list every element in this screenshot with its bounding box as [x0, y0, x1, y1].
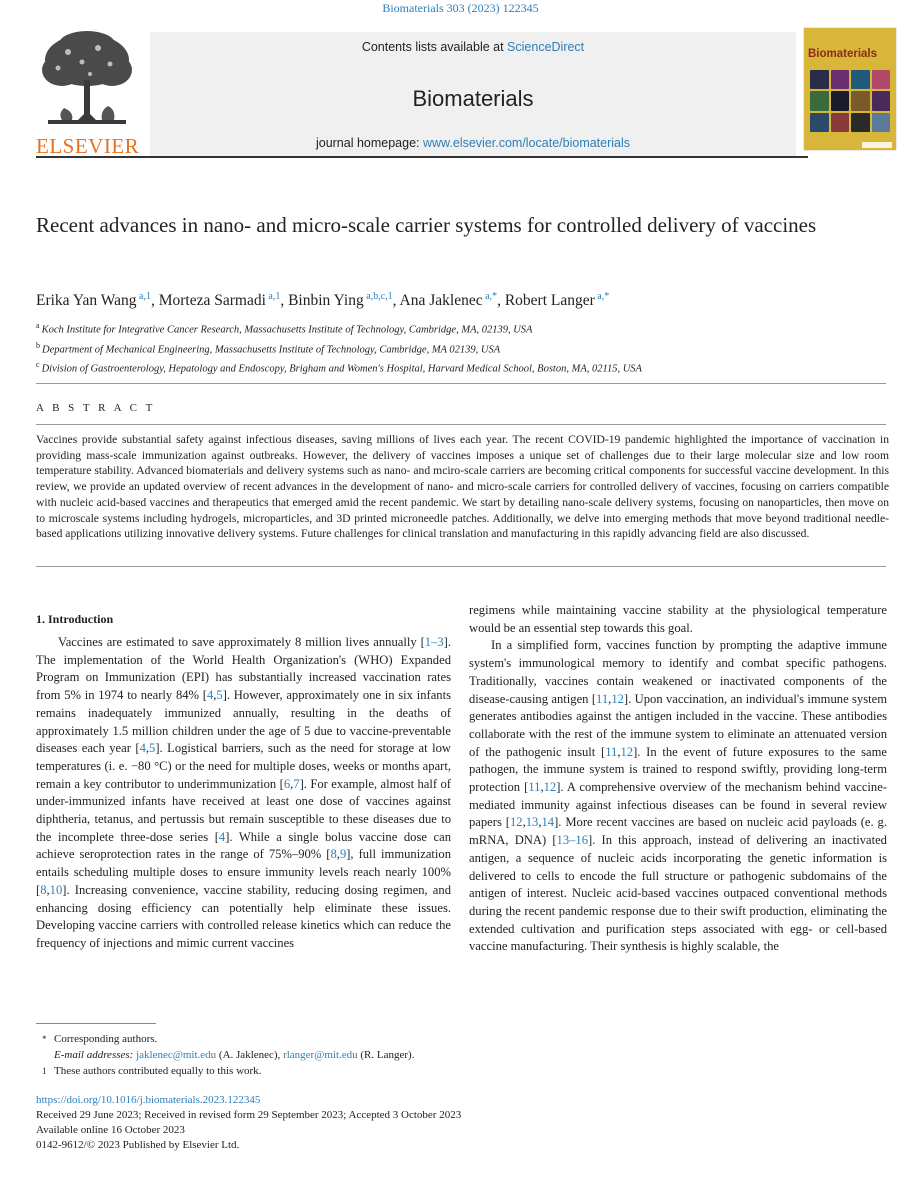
cover-image-mosaic [810, 70, 890, 132]
citation-link[interactable]: 4 [218, 829, 226, 844]
email-owner-jaklenec: (A. Jaklenec), [216, 1049, 284, 1061]
body-text: ]. For example, almost half of under-immunized infants have received at least one dose of vaccines against diphtheria, tetanus, and pertussis but remain susceptible to these diseases due to the incomplete three-dose series [ [36, 776, 451, 844]
body-text: ], full immunization entails scheduling multiple doses to ensure immunity levels reach nearly 100% [ [36, 847, 451, 897]
journal-homepage-link[interactable]: www.elsevier.com/locate/biomaterials [423, 136, 631, 150]
citation-link[interactable]: 13–16 [556, 833, 589, 848]
abstract-top-divider [36, 383, 886, 384]
affiliation-item [36, 318, 896, 338]
affiliation-letter: b [36, 340, 40, 350]
citation-link[interactable]: 11 [605, 744, 618, 759]
citation-link[interactable]: 4 [206, 688, 214, 703]
received-dates: Received 29 June 2023; Received in revised form 29 September 2023; Accepted 3 October 2023 [36, 1109, 462, 1121]
homepage-prefix: journal homepage: [315, 136, 423, 150]
elsevier-tree-icon [38, 30, 136, 126]
citation-link[interactable]: 5 [149, 741, 156, 756]
abstract-text: Vaccines provide substantial safety against infectious diseases, saving millions of lives each year. The recent COVID-19 pandemic highlighted the importance of vaccination in providing mass-scale immunization against outbreaks. However, the delivery of vaccines imposes a unique set of challenges due to their large molecular size and low room temperature stability. Advanced biomaterials and delivery systems such as nano- and mciro-scale carriers are becoming critical components for successful vaccine development. In this review, we provide an updated overview of recent advances in the development of nano- and micro-scale carriers for controlled delivery of vaccines, focusing on carriers compatible with nucleic acid-based vaccines and therapeutics that emerged amid the recent pandemic. We start by detailing nano-scale delivery systems, focusing on nanoparticles, then move on to microscale systems including hydrogels, microparticles, and 3D printed microneedle patches. Additionally, we delve into emerging methods that move beyond traditional needle-based applications utilizing innovative delivery systems. Future challenges for clinical translation and manufacturing in this rapidly advancing field are also discussed. [36, 433, 889, 541]
corresponding-author-note [36, 1031, 896, 1047]
author-name[interactable]: Robert Langer [504, 292, 595, 310]
introduction-paragraph [36, 634, 451, 953]
article-title: Recent advances in nano- and micro-scale carrier systems for controlled delivery of vaccines [36, 213, 817, 237]
abstract-heading-divider [36, 424, 886, 425]
online-date: Available online 16 October 2023 [36, 1124, 185, 1136]
cover-footer-label [862, 142, 892, 148]
elsevier-wordmark: ELSEVIER [36, 134, 140, 158]
body-text: , [617, 744, 621, 759]
body-text: , [213, 688, 217, 703]
masthead-divider [36, 156, 808, 158]
affiliation-text: Division of Gastroenterology, Hepatology and Endoscopy, Brigham and Women's Hospital, Harvard Medical School, Boston, MA, 02115, USA [41, 363, 642, 375]
body-text: ]. A comprehensive overview of the mechanism behind vaccine-mediated immunity against infectious diseases can be found in several review papers [ [469, 780, 888, 830]
author-name[interactable]: Morteza Sarmadi [158, 292, 266, 310]
footnote-mark: 1 [42, 1066, 47, 1076]
footnote-divider [36, 1023, 156, 1024]
body-text: , [336, 847, 340, 862]
body-text: ]. Upon vaccination, an individual's immune system generates antibodies against the antigen included in the vaccine. These antibodies collaborate with the rest of the immune system to eliminate an attenuated version of the pathogenic insult [ [469, 691, 888, 759]
email-owner-langer: (R. Langer). [357, 1049, 415, 1061]
author-name[interactable]: Erika Yan Wang [36, 292, 137, 310]
body-text: ]. While a single bolus vaccine dose can achieve seroprotection rates in the range of 75%–90% [ [36, 829, 451, 862]
body-text: , [608, 691, 612, 706]
body-text: ]. Logistical barriers, such as the need for storage at low temperatures (i. e. −80 °C) or the need for multiple doses, weeks or months apart, remain a key contributor to underimmunization [ [36, 741, 451, 791]
journal-cover-thumbnail[interactable] [804, 28, 896, 150]
introduction-paragraph-continued: regimens while maintaining vaccine stability at the physiological temperature would be an essential step towards this goal. [469, 603, 887, 635]
affiliation-text: Koch Institute for Integrative Cancer Research, Massachusetts Institute of Technology, Cambridge, MA, 02139, USA [41, 324, 533, 336]
body-text: ]. In this approach, instead of delivering an inactivated antigen, a sequence of nucleic acids incorporating the genetic information is delivered to cells to encode the full structure or pathogenic subdomains of the antigen of interest. Nucleic acid-based vaccines outpaced conventional methods during the recent pandemic response due to their swift production, eliminating the extended cultivation and purification steps associated with egg- or cell-based vaccine manufacturing. Their synthesis is highly scalable, the [469, 833, 887, 954]
doi-link[interactable]: https://doi.org/10.1016/j.biomaterials.2023.122345 [36, 1094, 261, 1106]
email-link-langer[interactable]: rlanger@mit.edu [283, 1049, 358, 1061]
footnote-mark: * [42, 1034, 47, 1044]
author-separator: , [150, 292, 159, 310]
body-text: ]. In the event of future exposures to the same pathogen, the immune system is trained to respond swiftly, providing long-term protection [ [469, 744, 887, 795]
affiliation-text: Department of Mechanical Engineering, Massachusetts Institute of Technology, Cambridge, MA 02139, USA [42, 344, 501, 355]
journal-info-box [150, 32, 796, 156]
contents-line [150, 40, 796, 54]
publication-info [36, 1093, 896, 1153]
body-text: , [46, 882, 50, 897]
citation-link[interactable]: 7 [293, 776, 300, 791]
abstract-heading: A B S T R A C T [36, 402, 156, 414]
citation-link[interactable]: 10 [49, 882, 63, 897]
body-text: In a simplified form, vaccines function by prompting the adaptive immune system's immunological memory to identify and combat specific pathogens. Traditionally, vaccines contain weakened or inactivated components of the disease-causing antigen [ [469, 638, 887, 706]
author-separator: , [497, 292, 505, 310]
running-head[interactable]: Biomaterials 303 (2023) 122345 [382, 1, 539, 15]
author-list [36, 286, 896, 312]
introduction-right-column [469, 602, 887, 956]
citation-link[interactable]: 5 [216, 688, 223, 703]
citation-link[interactable]: 13 [525, 815, 539, 830]
citation-link[interactable]: 12 [611, 691, 624, 706]
body-text: Vaccines are estimated to save approximately 8 million lives annually [ [58, 635, 425, 649]
citation-link[interactable]: 12 [543, 780, 557, 795]
homepage-line [150, 136, 796, 150]
cover-title: Biomaterials [808, 48, 878, 60]
citation-link[interactable]: 11 [596, 691, 609, 706]
email-label: E-mail addresses: [54, 1049, 137, 1061]
body-text: , [540, 780, 544, 795]
citation-link[interactable]: 6 [283, 776, 291, 791]
citation-link[interactable]: 11 [528, 780, 541, 795]
citation-link[interactable]: 14 [541, 815, 555, 830]
author-affiliation-marker[interactable]: a,1 [265, 291, 281, 302]
author-separator: , [392, 292, 400, 310]
introduction-paragraph [469, 637, 887, 956]
author-affiliation-marker[interactable]: a,b,c,1 [363, 291, 393, 302]
sciencedirect-link[interactable]: ScienceDirect [507, 40, 585, 54]
affiliation-list [36, 318, 896, 377]
journal-name: Biomaterials [412, 86, 534, 111]
author-separator: , [280, 292, 289, 310]
author-affiliation-marker[interactable]: a,1 [136, 291, 151, 302]
author-affiliation-marker[interactable]: a,* [594, 291, 610, 302]
abstract-bottom-divider [36, 566, 886, 567]
citation-link[interactable]: 12 [620, 744, 634, 759]
citation-link[interactable]: 9 [339, 847, 347, 862]
affiliation-letter: a [36, 321, 40, 330]
affiliation-item [36, 338, 896, 358]
body-text: ]. More recent vaccines are based on nucleic acid payloads (e. g. mRNA, DNA) [ [469, 815, 887, 848]
author-name[interactable]: Binbin Ying [288, 292, 364, 310]
citation-link[interactable]: 12 [509, 815, 523, 830]
body-text: ]. However, approximately one in six infants remains inadequately immunized annually, resulting in the deaths of approximately 1.5 million children under the age of 5 due to vaccine-preventable diseases each year [ [36, 688, 451, 756]
copyright-line: 0142-9612/© 2023 Published by Elsevier Ltd. [36, 1139, 240, 1151]
citation-link[interactable]: 1–3 [424, 635, 444, 649]
citation-link[interactable]: 8 [330, 847, 337, 862]
body-text: ]. The implementation of the World Health Organization's (WHO) Expanded Program on Immunization (EPI) has substantially increased vaccination rates from 5% in 1974 to nearly 84% [ [36, 635, 451, 703]
body-text: , [145, 741, 150, 756]
email-link-jaklenec[interactable]: jaklenec@mit.edu [136, 1049, 217, 1061]
citation-link[interactable]: 8 [40, 882, 47, 897]
affiliation-item [36, 357, 896, 377]
body-text: ]. Increasing convenience, vaccine stability, reducing dosing regimen, and enhancing dosing efficiency can potentially help eliminate these issues. Developing vaccine carriers with controlled release kinetics which can reduce the frequency of injections and mimic current vaccines [36, 882, 451, 950]
citation-link[interactable]: 4 [139, 741, 146, 756]
section-heading-introduction: 1. Introduction [36, 612, 114, 626]
author-name[interactable]: Ana Jaklenec [399, 292, 483, 310]
affiliation-letter: c [36, 360, 40, 369]
email-addresses-note [36, 1047, 896, 1063]
author-affiliation-marker[interactable]: a,* [482, 291, 498, 302]
elsevier-logo[interactable] [36, 30, 138, 156]
footnotes [36, 1031, 896, 1079]
body-text: , [538, 815, 542, 830]
introduction-left-column [36, 634, 451, 953]
journal-masthead [36, 24, 896, 158]
contents-prefix: Contents lists available at [361, 40, 508, 54]
equal-contribution-text: These authors contributed equally to this work. [54, 1065, 262, 1077]
corresponding-text: Corresponding authors. [54, 1033, 158, 1045]
body-text: , [290, 776, 294, 791]
equal-contribution-note [36, 1063, 896, 1079]
body-text: , [522, 815, 526, 830]
